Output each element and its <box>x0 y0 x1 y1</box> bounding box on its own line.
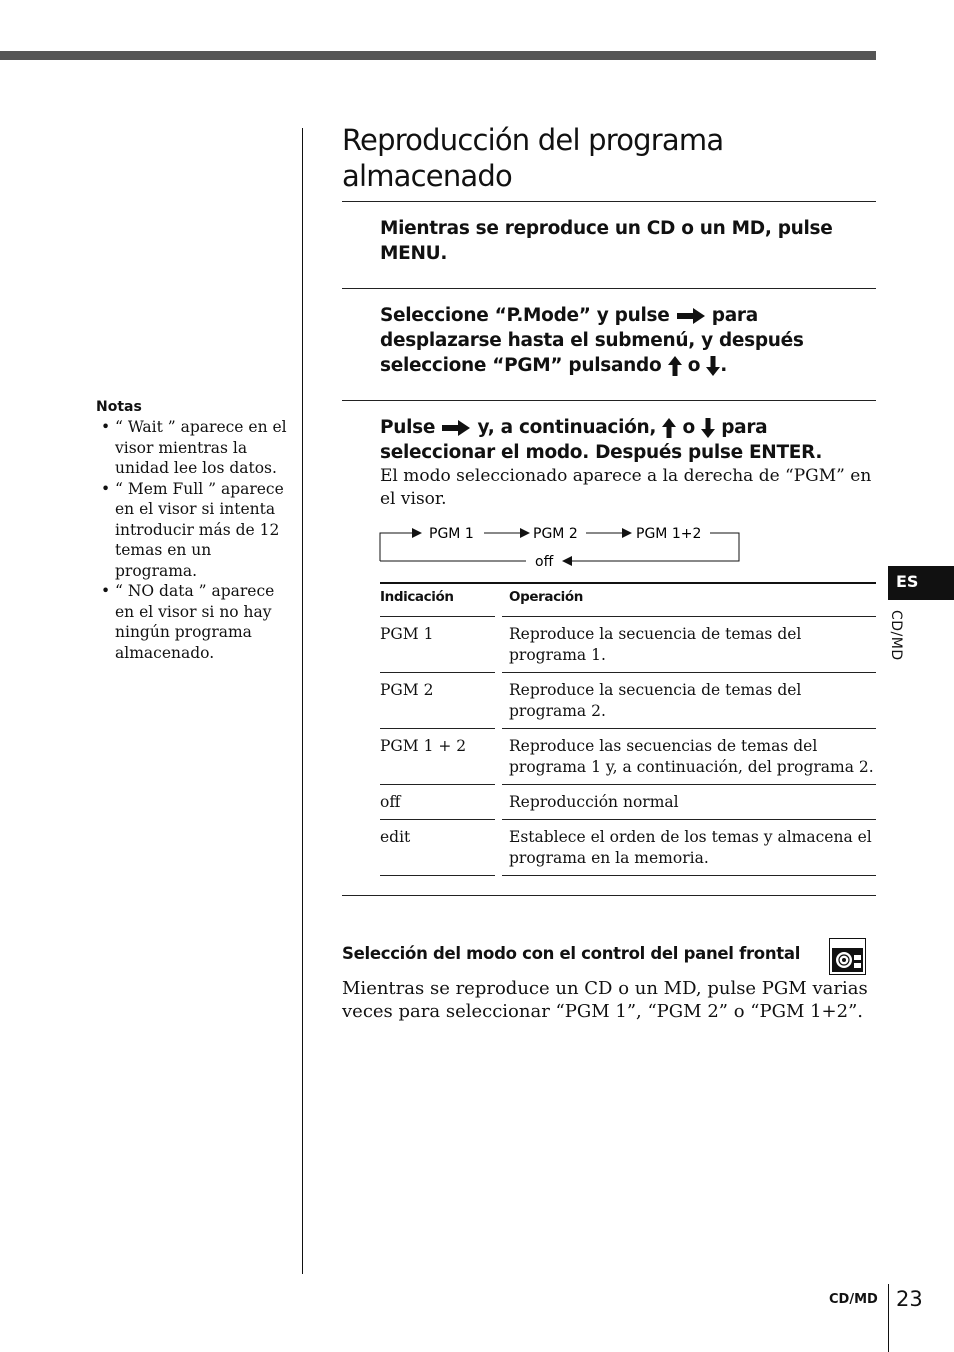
front-panel-heading: Selección del modo con el control del panel frontal <box>342 944 801 963</box>
table-cell-indication: edit <box>380 819 495 876</box>
table-cell-indication: PGM 1 + 2 <box>380 728 495 784</box>
language-tab <box>888 566 954 600</box>
mode-table <box>380 582 876 876</box>
divider <box>342 288 876 289</box>
step-2 <box>380 303 870 378</box>
step-1: Mientras se reproduce un CD o un MD, pulse MENU. <box>380 218 833 264</box>
divider <box>342 400 876 401</box>
column-divider <box>302 128 303 1274</box>
right-arrow-icon <box>676 308 706 324</box>
step-2-text: o <box>687 355 701 376</box>
right-arrow-icon <box>441 420 471 436</box>
step-3-description: El modo seleccionado aparece a la derecha de “PGM” en el visor. <box>380 466 872 509</box>
step-3 <box>380 415 870 465</box>
step-3-text: y, a continuación, <box>477 417 657 438</box>
notes-title: Notas <box>96 399 142 415</box>
note-item: • “ Wait ” aparece en el visor mientras la unidad lee los datos. <box>96 417 288 479</box>
table-cell-indication: off <box>380 784 495 819</box>
divider <box>342 895 876 896</box>
table-row <box>380 616 876 672</box>
top-bar <box>0 51 876 60</box>
flow-item-pgm2: PGM 2 <box>533 526 578 542</box>
down-arrow-icon <box>701 418 715 438</box>
table-header-row <box>380 584 876 616</box>
step-2-text: para desplazarse hasta el submenú, y después seleccione “PGM” pulsando <box>380 305 804 376</box>
up-arrow-icon <box>662 418 676 438</box>
language-tab-label: ES <box>896 572 919 591</box>
step-3-text: para seleccionar el modo. Después pulse ENTER. <box>380 417 823 463</box>
notes-list <box>96 417 288 663</box>
section-label: CD/MD <box>888 610 904 661</box>
note-item: • “ Mem Full ” aparece en el visor si intenta introducir más de 12 temas en un programa. <box>96 479 288 582</box>
table-cell-indication: PGM 2 <box>380 672 495 728</box>
table-row <box>380 819 876 876</box>
table-row <box>380 784 876 819</box>
footer-section-label: CD/MD <box>829 1292 878 1307</box>
flow-item-pgm1: PGM 1 <box>429 526 474 542</box>
flow-item-off: off <box>535 554 554 570</box>
down-arrow-icon <box>706 356 720 376</box>
mode-cycle-diagram <box>378 520 748 572</box>
table-cell-operation: Reproducción normal <box>502 784 876 819</box>
notes-sidebar <box>96 397 288 663</box>
page-title: Reproducción del programa almacenado <box>342 123 724 193</box>
flow-item-pgm12: PGM 1+2 <box>636 526 702 542</box>
front-panel-icon <box>829 938 866 975</box>
table-cell-operation: Reproduce las secuencias de temas del programa 1 y, a continuación, del programa 2. <box>502 728 876 784</box>
front-panel-description: Mientras se reproduce un CD o un MD, pulse PGM varias veces para seleccionar “PGM 1”, “PGM 2” o “PGM 1+2”. <box>342 978 868 1022</box>
table-header: Operación <box>509 589 583 605</box>
step-3-text: o <box>682 417 695 438</box>
up-arrow-icon <box>668 356 682 376</box>
table-row <box>380 728 876 784</box>
step-2-text: Seleccione “P.Mode” y pulse <box>380 305 670 326</box>
page-number: 23 <box>896 1287 923 1311</box>
table-cell-operation: Establece el orden de los temas y almacena el programa en la memoria. <box>502 819 876 876</box>
table-cell-operation: Reproduce la secuencia de temas del programa 2. <box>502 672 876 728</box>
divider <box>342 201 876 202</box>
table-cell-operation: Reproduce la secuencia de temas del programa 1. <box>502 616 876 672</box>
table-header: Indicación <box>380 589 454 605</box>
step-3-text: Pulse <box>380 417 436 438</box>
step-2-text: . <box>720 355 727 376</box>
table-cell-indication: PGM 1 <box>380 616 495 672</box>
note-item: • “ NO data ” aparece en el visor si no hay ningún programa almacenado. <box>96 581 288 663</box>
footer-divider <box>888 1284 889 1352</box>
table-row <box>380 672 876 728</box>
